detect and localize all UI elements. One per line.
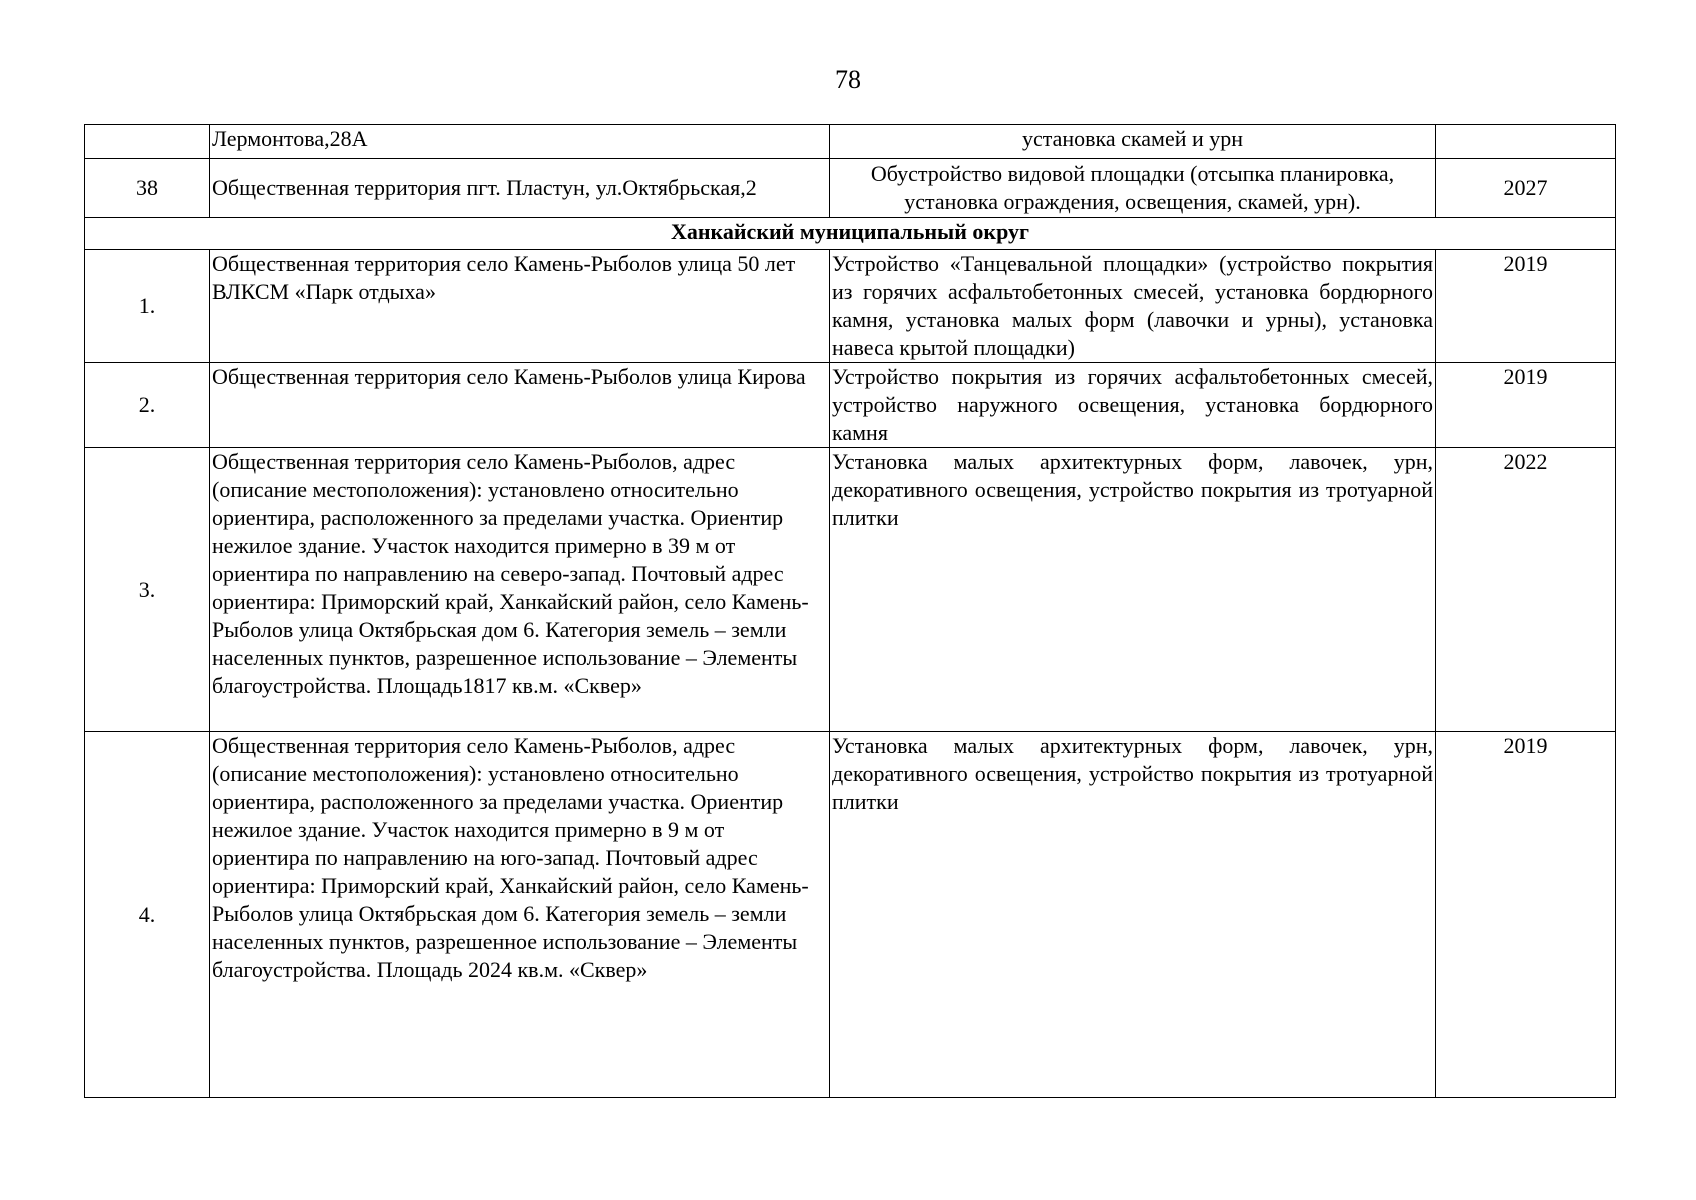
works-cell: Обустройство видовой площадки (отсыпка планировка, установка ограждения, освещения, скамей, урн). — [830, 159, 1436, 218]
table-row — [85, 250, 1616, 363]
row-number: 2. — [85, 363, 210, 448]
table-row — [85, 363, 1616, 448]
year-cell: 2019 — [1436, 732, 1616, 1098]
works-cell: Устройство «Танцевальной площадки» (устройство покрытия из горячих асфальтобетонных смесей, установка бордюрного камня, установка малых форм (лавочки и урны), установка навеса крытой площадки) — [830, 250, 1436, 363]
year-cell: 2019 — [1436, 250, 1616, 363]
row-number: 38 — [85, 159, 210, 218]
row-number: 3. — [85, 448, 210, 732]
table-row — [85, 732, 1616, 1098]
territory-cell: Общественная территория село Камень-Рыболов, адрес (описание местоположения): установлено относительно ориентира, расположенного за пределами участка. Ориентир нежилое здание. Участок находится примерно в 9 м от ориентира по направлению на юго-запад. Почтовый адрес ориентира: Приморский край, Ханкайский район, село Камень-Рыболов улица Октябрьская дом 6. Категория земель – земли населенных пунктов, разрешенное использование – Элементы благоустройства. Площадь 2024 кв.м. «Сквер» — [210, 732, 830, 1098]
improvement-table — [84, 124, 1616, 1098]
page-number: 78 — [835, 65, 861, 94]
territory-cell: Общественная территория село Камень-Рыболов улица 50 лет ВЛКСМ «Парк отдыха» — [210, 250, 830, 363]
territory-cell: Общественная территория пгт. Пластун, ул.Октябрьская,2 — [210, 159, 830, 218]
year-cell: 2027 — [1436, 159, 1616, 218]
territory-cell: Общественная территория село Камень-Рыболов, адрес (описание местоположения): установлено относительно ориентира, расположенного за пределами участка. Ориентир нежилое здание. Участок находится примерно в 39 м от ориентира по направлению на северо-запад. Почтовый адрес ориентира: Приморский край, Ханкайский район, село Камень-Рыболов улица Октябрьская дом 6. Категория земель – земли населенных пунктов, разрешенное использование – Элементы благоустройства. Площадь1817 кв.м. «Сквер» — [210, 448, 830, 732]
section-header-row — [85, 218, 1616, 250]
works-cell: Установка малых архитектурных форм, лавочек, урн, декоративного освещения, устройство покрытия из тротуарной плитки — [830, 732, 1436, 1098]
year-cell: 2019 — [1436, 363, 1616, 448]
works-cell: Установка малых архитектурных форм, лавочек, урн, декоративного освещения, устройство покрытия из тротуарной плитки — [830, 448, 1436, 732]
territory-cell: Лермонтова,28А — [210, 125, 830, 159]
table-row — [85, 448, 1616, 732]
row-number — [85, 125, 210, 159]
territory-cell: Общественная территория село Камень-Рыболов улица Кирова — [210, 363, 830, 448]
row-number: 1. — [85, 250, 210, 363]
table-row — [85, 125, 1616, 159]
section-title: Ханкайский муниципальный округ — [85, 218, 1616, 250]
year-cell: 2022 — [1436, 448, 1616, 732]
works-cell: установка скамей и урн — [830, 125, 1436, 159]
works-cell: Устройство покрытия из горячих асфальтобетонных смесей, устройство наружного освещения, установка бордюрного камня — [830, 363, 1436, 448]
table-row — [85, 159, 1616, 218]
year-cell — [1436, 125, 1616, 159]
row-number: 4. — [85, 732, 210, 1098]
